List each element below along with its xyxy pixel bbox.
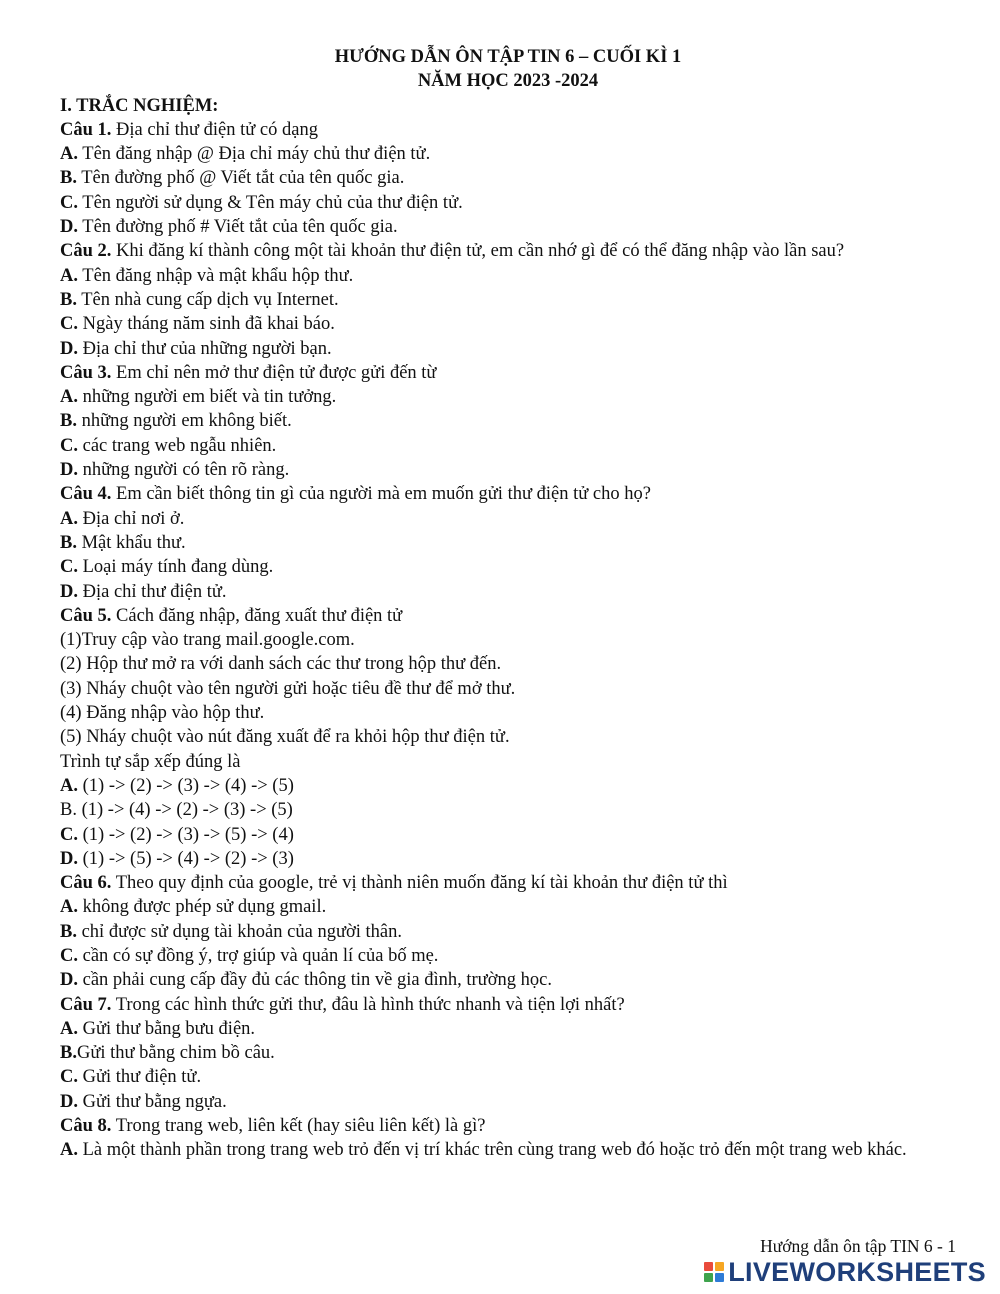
text-line [60, 847, 956, 871]
line-text: Tên đăng nhập @ Địa chỉ máy chủ thư điện tử. [78, 144, 431, 165]
line-label: Câu 8. [60, 1116, 112, 1137]
text-line [60, 191, 956, 215]
line-text: chỉ được sử dụng tài khoản của người thân. [76, 921, 402, 942]
line-text: Địa chỉ thư của những người bạn. [78, 338, 332, 359]
line-text: (3) Nháy chuột vào tên người gửi hoặc tiêu đề thư để mở thư. [60, 678, 516, 699]
line-label: D. [60, 217, 78, 238]
line-label: Câu 4. [60, 484, 112, 505]
text-line [60, 531, 956, 555]
line-text: những người em không biết. [76, 411, 292, 432]
text-line [60, 434, 956, 458]
line-text: Loại máy tính đang dùng. [78, 557, 274, 578]
line-text: (1) -> (5) -> (4) -> (2) -> (3) [78, 848, 294, 869]
text-line [60, 239, 956, 263]
text-line [60, 142, 956, 166]
line-label: B. [60, 532, 77, 553]
line-text: (1)Truy cập vào trang mail.google.com. [60, 630, 355, 651]
line-text: Địa chỉ nơi ở. [78, 508, 185, 529]
line-text: Gửi thư điện tử. [78, 1067, 202, 1088]
line-label: A. [60, 897, 78, 918]
liveworksheets-logo[interactable] [704, 1257, 986, 1287]
line-label: D. [60, 970, 78, 991]
text-line [60, 264, 956, 288]
text-line [60, 604, 956, 628]
text-line [60, 1114, 956, 1138]
text-line [60, 1041, 956, 1065]
line-label: B. [60, 289, 77, 310]
line-label: A. [60, 1018, 78, 1039]
line-label: Câu 7. [60, 994, 112, 1015]
line-text: (2) Hộp thư mở ra với danh sách các thư trong hộp thư đến. [60, 654, 502, 675]
line-text: Trong các hình thức gửi thư, đâu là hình thức nhanh và tiện lợi nhất? [111, 994, 625, 1015]
line-label: C. [60, 314, 78, 335]
text-line [60, 1138, 956, 1162]
line-label: C. [60, 824, 78, 845]
line-text: Em chỉ nên mở thư điện tử được gửi đến từ [111, 362, 437, 383]
brand-square-1 [704, 1262, 713, 1271]
line-text: Gửi thư bằng chim bồ câu. [76, 1043, 275, 1064]
line-label: A. [60, 387, 78, 408]
text-line [60, 118, 956, 142]
text-line [60, 750, 956, 774]
line-text: những người có tên rõ ràng. [78, 460, 290, 481]
text-line [60, 1017, 956, 1041]
line-label: A. [60, 1140, 78, 1161]
line-text: Em cần biết thông tin gì của người mà em muốn gửi thư điện tử cho họ? [111, 484, 651, 505]
text-line [60, 458, 956, 482]
line-text: Trình tự sắp xếp đúng là [60, 751, 241, 772]
text-line [60, 361, 956, 385]
line-text: (1) -> (2) -> (3) -> (5) -> (4) [78, 824, 294, 845]
line-text: Tên người sử dụng & Tên máy chủ của thư điện tử. [78, 192, 463, 213]
line-text: cần có sự đồng ý, trợ giúp và quản lí của bố mẹ. [78, 945, 439, 966]
text-line [60, 1090, 956, 1114]
text-line [60, 944, 956, 968]
line-label: B. [60, 168, 77, 189]
line-text: những người em biết và tin tưởng. [78, 387, 337, 408]
line-text: Gửi thư bằng ngựa. [78, 1091, 227, 1112]
line-label: C. [60, 435, 78, 456]
line-label: Câu 6. [60, 873, 112, 894]
line-label: B. [60, 411, 77, 432]
text-line [60, 215, 956, 239]
text-line [60, 1065, 956, 1089]
line-text: Cách đăng nhập, đăng xuất thư điện tử [111, 605, 403, 626]
section-title: I. TRẮC NGHIỆM: [60, 95, 219, 116]
text-line [60, 968, 956, 992]
text-line [60, 409, 956, 433]
text-line [60, 798, 956, 822]
line-text: Tên đường phố @ Viết tắt của tên quốc gia. [76, 168, 405, 189]
text-line [60, 701, 956, 725]
line-text: Địa chỉ thư điện tử có dạng [111, 119, 318, 140]
line-label: D. [60, 338, 78, 359]
text-line [60, 507, 956, 531]
document-title-line1: HƯỚNG DẪN ÔN TẬP TIN 6 – CUỐI KÌ 1 [334, 47, 682, 67]
line-text: các trang web ngẫu nhiên. [78, 435, 277, 456]
brand-square-2 [715, 1262, 724, 1271]
text-line [60, 555, 956, 579]
line-text: Địa chỉ thư điện tử. [78, 581, 227, 602]
line-label: Câu 3. [60, 362, 112, 383]
text-line [60, 823, 956, 847]
line-label: Câu 1. [60, 119, 112, 140]
text-line [60, 628, 956, 652]
line-text: (4) Đăng nhập vào hộp thư. [60, 703, 265, 724]
text-line [60, 677, 956, 701]
document-page [60, 45, 956, 1163]
line-label: D. [60, 848, 78, 869]
text-line [60, 337, 956, 361]
line-text: Tên đăng nhập và mật khẩu hộp thư. [78, 265, 354, 286]
text-line [60, 920, 956, 944]
line-text: (1) -> (2) -> (3) -> (4) -> (5) [78, 775, 294, 796]
text-line [60, 166, 956, 190]
text-line [60, 580, 956, 604]
brand-grid-icon [704, 1262, 724, 1282]
line-label: C. [60, 192, 78, 213]
line-text: Theo quy định của google, trẻ vị thành niên muốn đăng kí tài khoản thư điện tử thì [111, 873, 728, 894]
line-label: Câu 5. [60, 605, 112, 626]
text-line [60, 895, 956, 919]
line-label: D. [60, 460, 78, 481]
line-label: B. [60, 921, 77, 942]
question-list [60, 118, 956, 1163]
text-line [60, 652, 956, 676]
text-line [60, 871, 956, 895]
line-label: D. [60, 581, 78, 602]
line-text: Là một thành phần trong trang web trỏ đến vị trí khác trên cùng trang web đó hoặc trỏ đến một trang web khác. [78, 1140, 907, 1161]
text-line [60, 725, 956, 749]
line-label: C. [60, 1067, 78, 1088]
line-label: A. [60, 775, 78, 796]
line-text: Tên nhà cung cấp dịch vụ Internet. [76, 289, 339, 310]
text-line [60, 312, 956, 336]
line-label: A. [60, 265, 78, 286]
text-line [60, 482, 956, 506]
text-line [60, 385, 956, 409]
page-footer: Hướng dẫn ôn tập TIN 6 - 1 [760, 1236, 956, 1256]
line-text: Gửi thư bằng bưu điện. [78, 1018, 256, 1039]
line-text: Mật khẩu thư. [76, 532, 186, 553]
line-text: (5) Nháy chuột vào nút đăng xuất để ra khỏi hộp thư điện tử. [60, 727, 510, 748]
line-text: Ngày tháng năm sinh đã khai báo. [78, 314, 335, 335]
line-text: B. (1) -> (4) -> (2) -> (3) -> (5) [60, 800, 293, 821]
document-title-line2: NĂM HỌC 2023 -2024 [417, 71, 599, 92]
line-label: B. [60, 1043, 77, 1064]
line-label: A. [60, 144, 78, 165]
line-label: Câu 2. [60, 241, 112, 262]
brand-square-4 [715, 1273, 724, 1282]
brand-square-3 [704, 1273, 713, 1282]
line-text: Trong trang web, liên kết (hay siêu liên kết) là gì? [111, 1116, 486, 1137]
line-text: cần phải cung cấp đầy đủ các thông tin về gia đình, trường học. [78, 970, 552, 991]
line-text: không được phép sử dụng gmail. [78, 897, 327, 918]
line-text: Khi đăng kí thành công một tài khoản thư điện tử, em cần nhớ gì để có thể đăng nhập vào lần sau? [111, 241, 845, 262]
brand-name: LIVEWORKSHEETS [728, 1257, 986, 1287]
line-label: C. [60, 557, 78, 578]
text-line [60, 993, 956, 1017]
text-line [60, 774, 956, 798]
line-label: D. [60, 1091, 78, 1112]
line-label: A. [60, 508, 78, 529]
line-label: C. [60, 945, 78, 966]
text-line [60, 288, 956, 312]
line-text: Tên đường phố # Viết tắt của tên quốc gia. [78, 217, 398, 238]
